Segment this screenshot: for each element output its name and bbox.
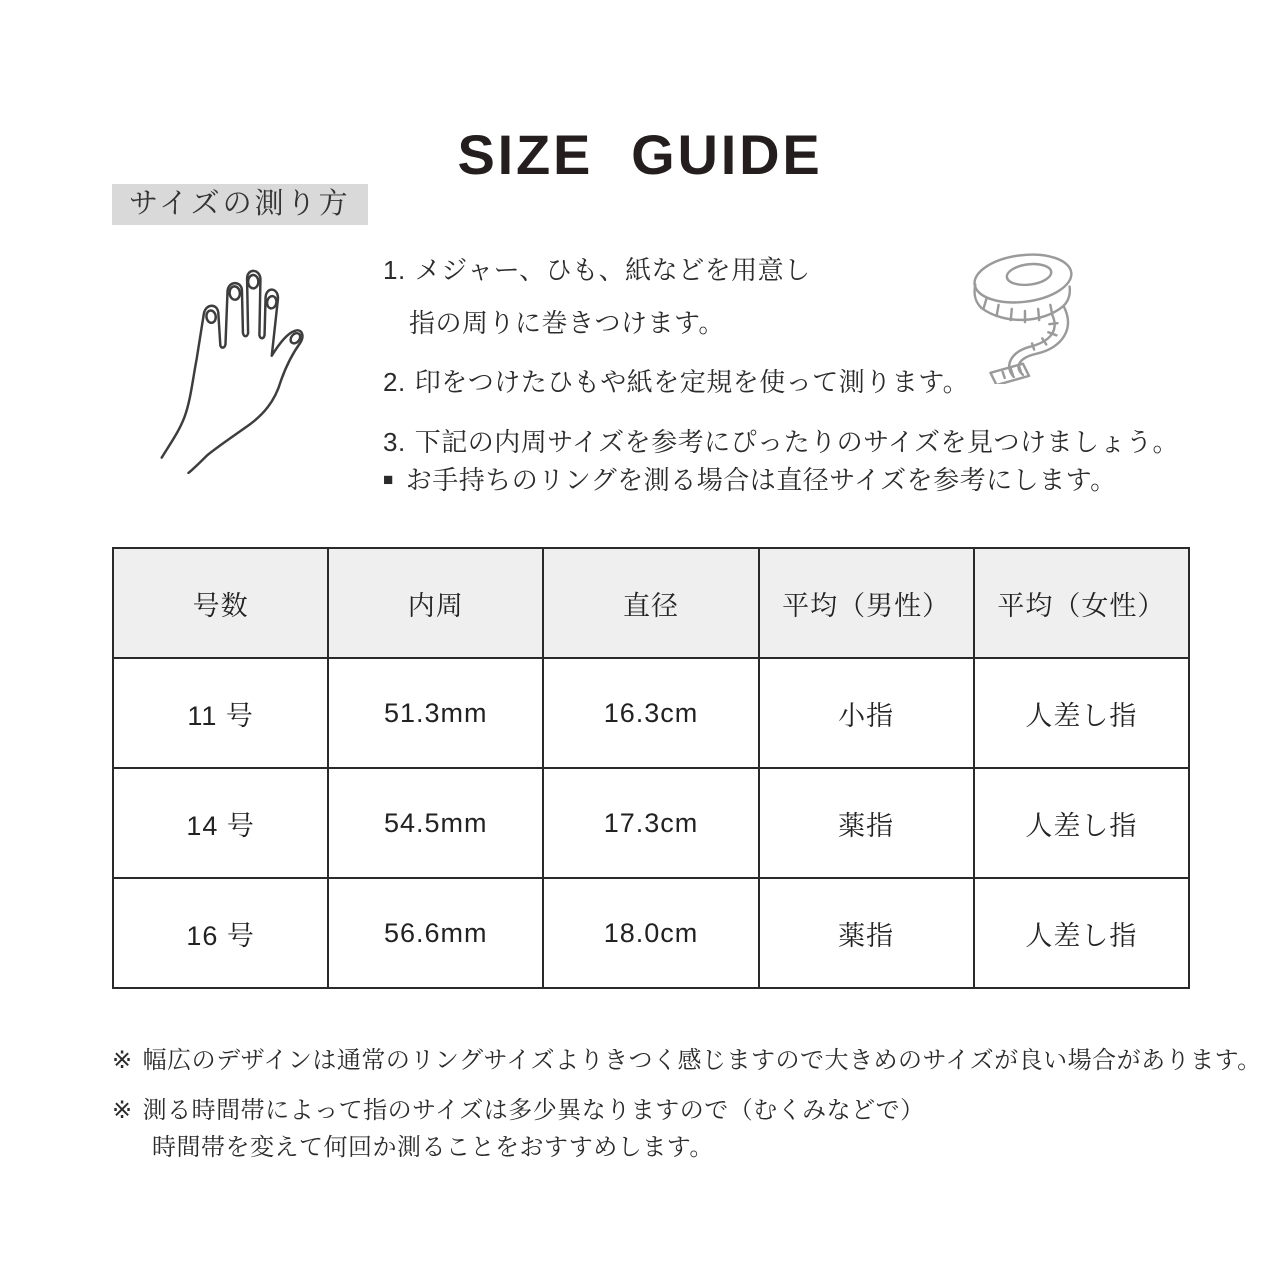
note-text: お手持ちのリングを測る場合は直径サイズを参考にします。 [405,465,1117,495]
footnote-continued [152,1127,714,1162]
footnote-text: 幅広のデザインは通常のリングサイズよりきつく感じますので大きめのサイズが良い場合があります。 [142,1047,1262,1074]
table-cell: 17.3cm [543,768,758,878]
table-row [113,768,1189,878]
footnote [112,1040,1262,1075]
step-text: メジャー、ひも、紙などを用意し [414,255,811,285]
step-text: 下記の内周サイズを参考にぴったりのサイズを見つけましょう。 [414,427,1180,457]
measuring-tape-icon [956,242,1098,384]
table-header-cell: 号数 [113,548,328,658]
footnote-text: 測る時間帯によって指のサイズは多少異なりますので（むくみなどで） [142,1097,925,1124]
table-header-row [113,548,1189,658]
table-cell: 14 号 [113,768,328,878]
table-header-cell: 直径 [543,548,758,658]
square-bullet-icon: ■ [383,470,394,489]
table-cell: 薬指 [759,768,974,878]
table-row [113,878,1189,988]
footnote-text: 時間帯を変えて何回か測ることをおすすめします。 [152,1134,714,1161]
ring-size-table [112,547,1190,989]
table-cell: 薬指 [759,878,974,988]
table-cell: 16.3cm [543,658,758,768]
reference-mark-icon: ※ [112,1047,133,1074]
table-cell: 16 号 [113,878,328,988]
table-cell: 人差し指 [974,658,1189,768]
table-cell: 人差し指 [974,878,1189,988]
table-cell: 54.5mm [328,768,543,878]
table-row [113,658,1189,768]
instruction-note [383,460,1117,497]
table-cell: 11 号 [113,658,328,768]
step-text: 指の周りに巻きつけます。 [409,308,725,338]
table-cell: 56.6mm [328,878,543,988]
section-label: サイズの測り方 [112,184,368,225]
table-header-cell: 平均（男性） [759,548,974,658]
instruction-step-2 [383,362,969,399]
table-cell: 18.0cm [543,878,758,988]
table-header-cell: 内周 [328,548,543,658]
step-number: 2. [383,367,406,397]
page-title: SIZE GUIDE [457,123,823,186]
step-number: 3. [383,427,406,457]
footnote [112,1090,925,1125]
reference-mark-icon: ※ [112,1097,133,1124]
table-cell: 51.3mm [328,658,543,768]
step-number: 1. [383,255,406,285]
instruction-step-1 [383,250,811,287]
step-text: 印をつけたひもや紙を定規を使って測ります。 [414,367,970,397]
table-header-cell: 平均（女性） [974,548,1189,658]
instruction-step-1-continued [409,303,725,340]
table-cell: 小指 [759,658,974,768]
hand-icon [152,256,337,474]
instruction-step-3 [383,422,1179,459]
table-cell: 人差し指 [974,768,1189,878]
